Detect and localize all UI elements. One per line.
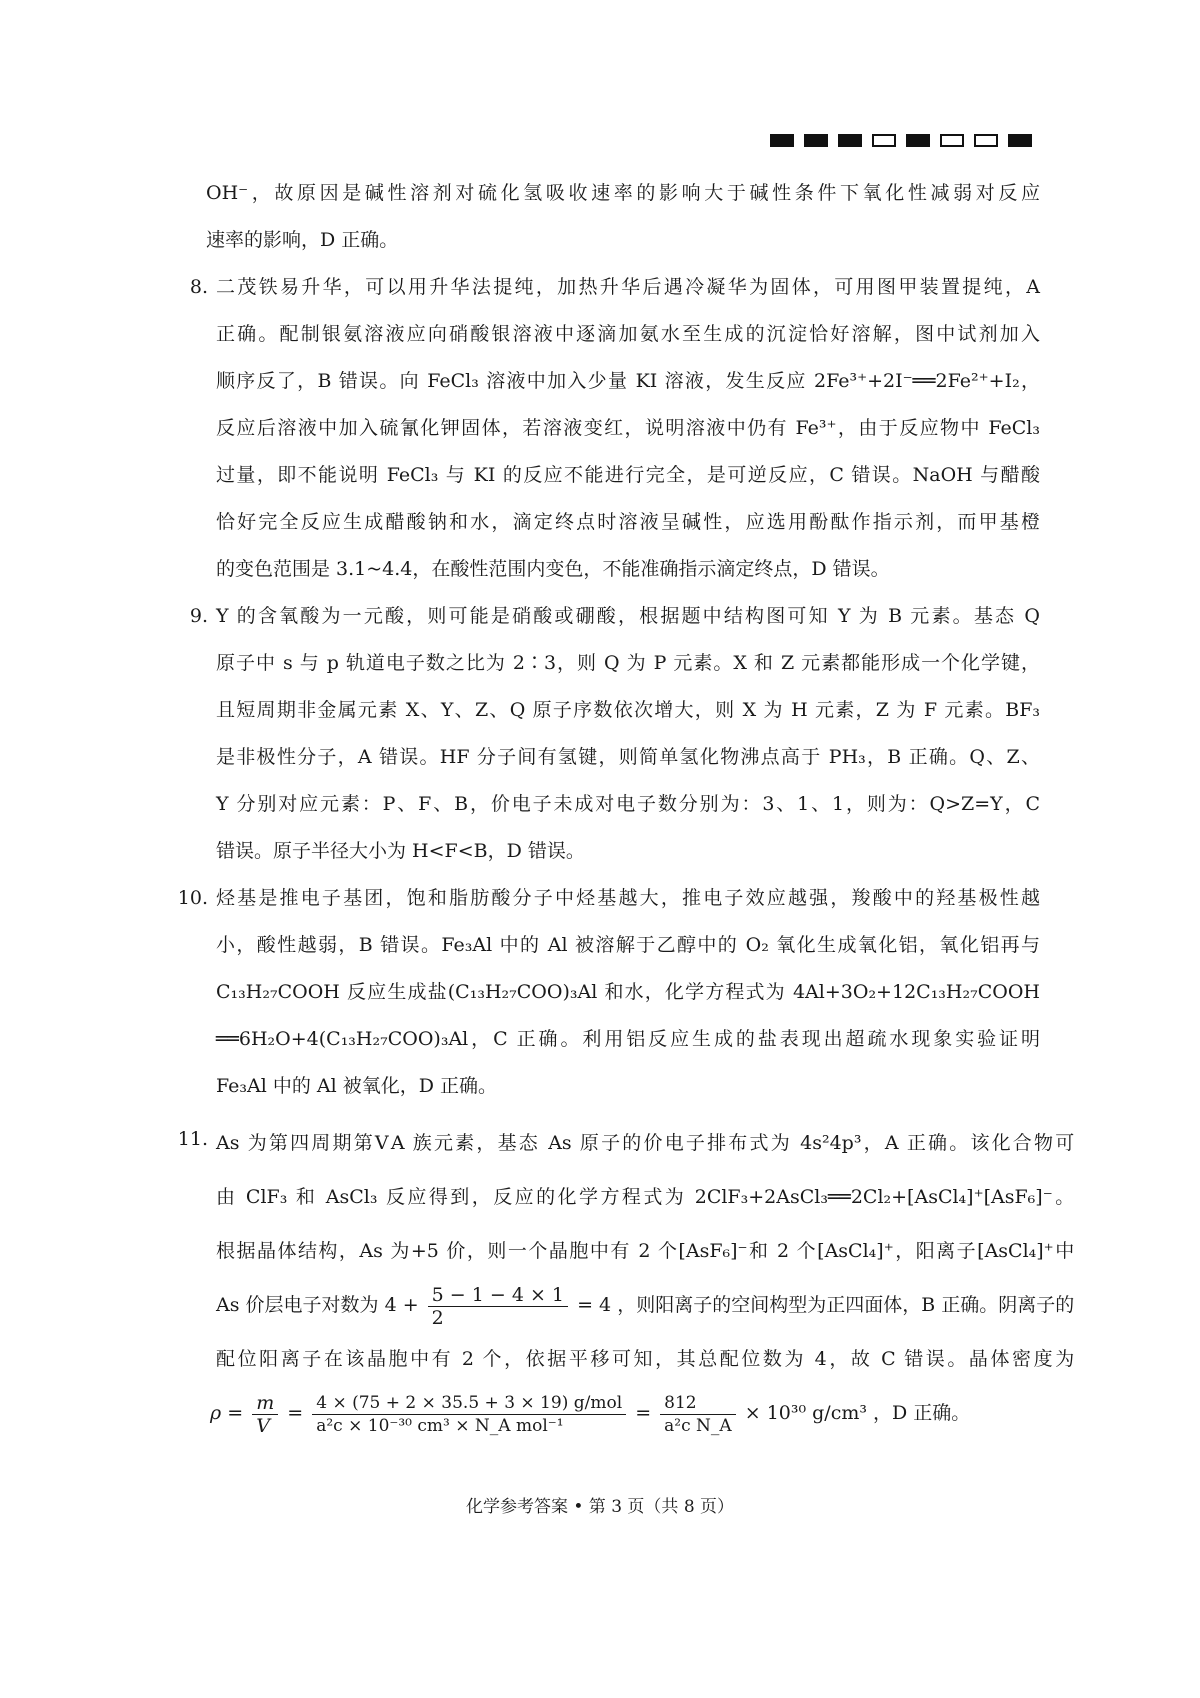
text-line: Y 分别对应元素：P、F、B，价电子未成对电子数分别为：3、1、1，则为：Q>Z=Y，C bbox=[216, 793, 1040, 815]
answer-8-body bbox=[216, 264, 1040, 593]
item-number: 8. bbox=[189, 276, 208, 298]
fraction-numerator: 812 bbox=[660, 1392, 736, 1415]
fraction-denominator: 2 bbox=[431, 1306, 444, 1329]
answer-10-body bbox=[216, 875, 1040, 1110]
fraction-numerator: 4 × (75 + 2 × 35.5 + 3 × 19) g/mol bbox=[312, 1392, 626, 1415]
answer-11 bbox=[170, 1116, 1075, 1440]
header-marks bbox=[770, 134, 1032, 147]
fraction bbox=[312, 1392, 626, 1437]
fraction bbox=[252, 1392, 278, 1437]
fraction-denominator: a²c N_A bbox=[664, 1415, 732, 1436]
formula-term: = bbox=[635, 1402, 652, 1424]
answer-content bbox=[170, 170, 1075, 1440]
fraction-numerator: m bbox=[252, 1392, 278, 1415]
header-mark-empty bbox=[974, 134, 998, 147]
fraction-numerator: 5 − 1 − 4 × 1 bbox=[428, 1284, 568, 1307]
answer-10 bbox=[170, 875, 1040, 1110]
item-number: 10. bbox=[177, 887, 208, 909]
header-mark-filled bbox=[906, 134, 930, 147]
formula-term: × 10³⁰ g/cm³ bbox=[744, 1402, 867, 1424]
text-line: 过量，即不能说明 FeCl₃ 与 KI 的反应不能进行完全，是可逆反应，C 错误。NaOH 与醋酸 bbox=[216, 464, 1040, 486]
answer-9-body bbox=[216, 593, 1040, 875]
text-line: 且短周期非金属元素 X、Y、Z、Q 原子序数依次增大，则 X 为 H 元素，Z 为 F 元素。BF₃ bbox=[216, 699, 1040, 721]
text-line: 由 ClF₃ 和 AsCl₃ 反应得到，反应的化学方程式为 2ClF₃+2AsCl₃══2Cl₂+[AsCl₄]⁺[AsF₆]⁻。 bbox=[216, 1186, 1075, 1208]
text-line: 反应后溶液中加入硫氰化钾固体，若溶液变红，说明溶液中仍有 Fe³⁺，由于反应物中 FeCl₃ bbox=[216, 417, 1040, 439]
header-mark-empty bbox=[940, 134, 964, 147]
text-line: 顺序反了，B 错误。向 FeCl₃ 溶液中加入少量 KI 溶液，发生反应 2Fe³⁺+2I⁻══2Fe²⁺+I₂， bbox=[216, 370, 1040, 392]
item-number: 11. bbox=[177, 1128, 208, 1150]
text-line: 烃基是推电子基团，饱和脂肪酸分子中烃基越大，推电子效应越强，羧酸中的羟基极性越 bbox=[216, 887, 1040, 909]
text-line: C₁₃H₂₇COOH 反应生成盐(C₁₃H₂₇COO)₃Al 和水，化学方程式为 4Al+3O₂+12C₁₃H₂₇COOH bbox=[216, 981, 1040, 1003]
continued-answer bbox=[170, 170, 1040, 264]
fraction bbox=[428, 1284, 568, 1329]
text-line: As 为第四周期第ⅤA 族元素，基态 As 原子的价电子排布式为 4s²4p³，A 正确。该化合物可 bbox=[216, 1132, 1075, 1154]
item-number: 9. bbox=[189, 605, 208, 627]
header-mark-filled bbox=[1008, 134, 1032, 147]
text-span: ，则阳离子的空间构型为正四面体，B 正确。阴离子的 bbox=[617, 1294, 1075, 1316]
text-span: ，D 正确。 bbox=[873, 1402, 971, 1424]
text-line: 的变色范围是 3.1~4.4，在酸性范围内变色，不能准确指示滴定终点，D 错误。 bbox=[216, 558, 890, 580]
text-line: 根据晶体结构，As 为+5 价，则一个晶胞中有 2 个[AsF₆]⁻和 2 个[AsCl₄]⁺，阳离子[AsCl₄]⁺中 bbox=[216, 1240, 1075, 1262]
formula-term: ρ = bbox=[210, 1402, 244, 1424]
header-mark-filled bbox=[838, 134, 862, 147]
fraction-denominator: a²c × 10⁻³⁰ cm³ × N_A mol⁻¹ bbox=[316, 1415, 564, 1436]
text-line: OH⁻，故原因是碱性溶剂对硫化氢吸收速率的影响大于碱性条件下氧化性减弱对反应 bbox=[206, 182, 1040, 204]
header-mark-filled bbox=[804, 134, 828, 147]
text-line: ══6H₂O+4(C₁₃H₂₇COO)₃Al，C 正确。利用铝反应生成的盐表现出超疏水现象实验证明 bbox=[216, 1028, 1040, 1050]
formula-term: = bbox=[287, 1402, 304, 1424]
header-mark-empty bbox=[872, 134, 896, 147]
text-line: 正确。配制银氨溶液应向硝酸银溶液中逐滴加氨水至生成的沉淀恰好溶解，图中试剂加入 bbox=[216, 323, 1040, 345]
page-footer: 化学参考答案 • 第 3 页（共 8 页） bbox=[465, 1497, 735, 1517]
answer-11-body bbox=[210, 1116, 1075, 1440]
header-mark-filled bbox=[770, 134, 794, 147]
text-line: 二茂铁易升华，可以用升华法提纯，加热升华后遇冷凝华为固体，可用图甲装置提纯，A bbox=[216, 276, 1040, 298]
text-line: 速率的影响，D 正确。 bbox=[206, 229, 399, 251]
fraction-denominator: V bbox=[256, 1414, 270, 1437]
formula-line bbox=[216, 1278, 1074, 1332]
text-line: Fe₃Al 中的 Al 被氧化，D 正确。 bbox=[216, 1075, 497, 1097]
formula-term: = 4 bbox=[577, 1294, 612, 1316]
answer-9 bbox=[170, 593, 1040, 875]
density-formula-line bbox=[210, 1386, 1074, 1440]
text-line: 是非极性分子，A 错误。HF 分子间有氢键，则简单氢化物沸点高于 PH₃，B 正确。Q、Z、 bbox=[216, 746, 1040, 768]
answer-8 bbox=[170, 264, 1040, 593]
text-line: 小，酸性越弱，B 错误。Fe₃Al 中的 Al 被溶解于乙醇中的 O₂ 氧化生成氧化铝，氧化铝再与 bbox=[216, 934, 1040, 956]
fraction bbox=[660, 1392, 736, 1437]
text-line: 配位阳离子在该晶胞中有 2 个，依据平移可知，其总配位数为 4，故 C 错误。晶体密度为 bbox=[216, 1348, 1075, 1370]
text-span: As 价层电子对数为 bbox=[216, 1294, 379, 1316]
text-line: 恰好完全反应生成醋酸钠和水，滴定终点时溶液呈碱性，应选用酚酞作指示剂，而甲基橙 bbox=[216, 511, 1040, 533]
formula-term: 4 + bbox=[384, 1294, 419, 1316]
text-line: 错误。原子半径大小为 H<F<B，D 错误。 bbox=[216, 840, 585, 862]
text-line: Y 的含氧酸为一元酸，则可能是硝酸或硼酸，根据题中结构图可知 Y 为 B 元素。基态 Q bbox=[216, 605, 1040, 627]
text-line: 原子中 s 与 p 轨道电子数之比为 2∶3，则 Q 为 P 元素。X 和 Z 元素都能形成一个化学键， bbox=[216, 652, 1040, 674]
